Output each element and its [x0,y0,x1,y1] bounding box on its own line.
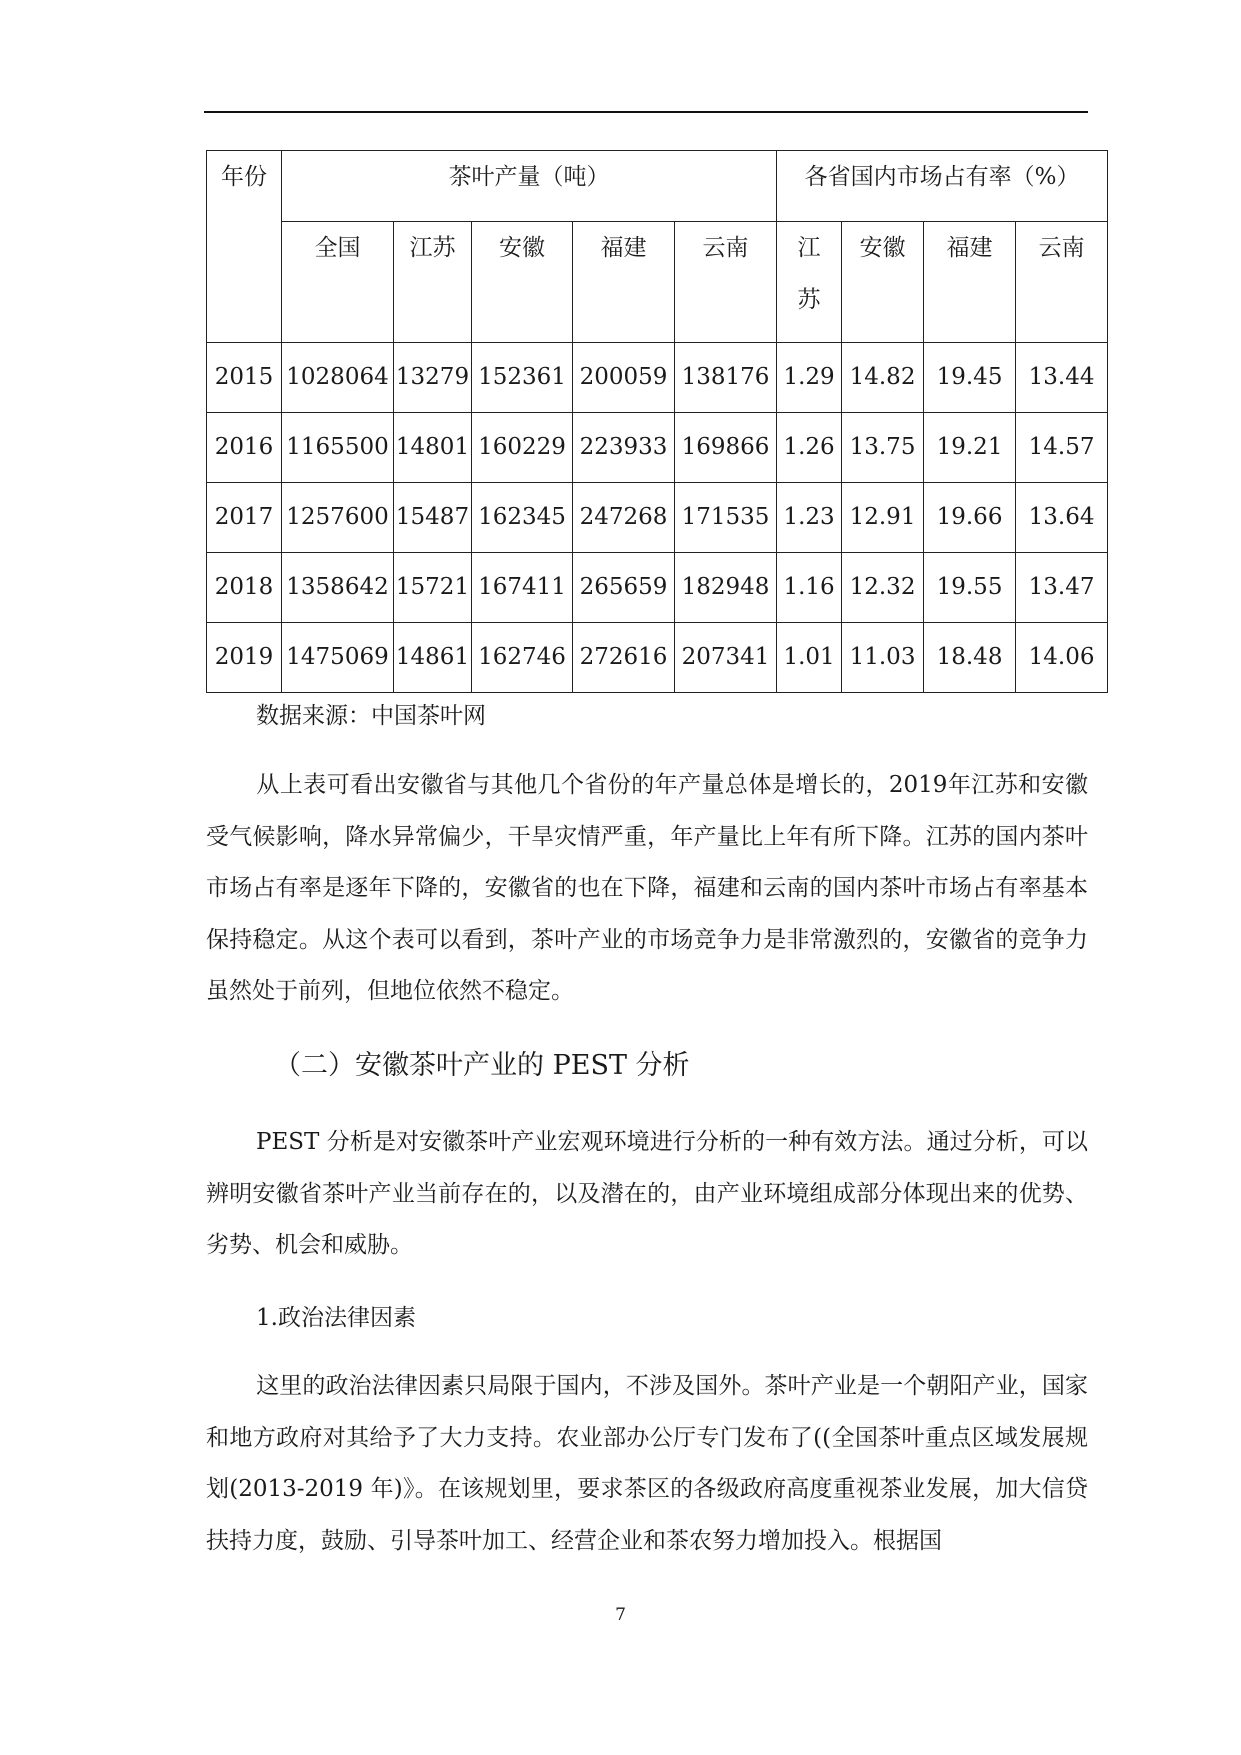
table-cell: 138176 [675,343,777,413]
table-body [207,343,1108,693]
col-header: 安徽 [842,222,924,343]
table-cell: 15487 [394,483,472,553]
table-cell: 167411 [472,553,573,623]
col-header: 全国 [282,222,394,343]
col-header: 安徽 [472,222,573,343]
table-cell: 272616 [573,623,675,693]
table-cell: 1.16 [777,553,842,623]
table-cell: 160229 [472,413,573,483]
table-cell: 1257600 [282,483,394,553]
table-cell: 14801 [394,413,472,483]
paragraph-text: 从上表可看出安徽省与其他几个省份的年产量总体是增长的，2019年江苏和安徽受气候影响，降水异常偏少，干旱灾情严重，年产量比上年有所下降。江苏的国内茶叶市场占有率是逐年下降的，安徽省的也在下降，福建和云南的国内茶叶市场占有率基本保持稳定。从这个表可以看到，茶叶产业的市场竞争力是非常激烈的，安徽省的竞争力虽然处于前列，但地位依然不稳定。 [206,772,1088,1004]
tea-production-table [206,150,1108,693]
table-cell: 1358642 [282,553,394,623]
table-cell: 1.23 [777,483,842,553]
table-cell: 12.32 [842,553,924,623]
table-cell: 13.44 [1016,343,1108,413]
table-cell: 12.91 [842,483,924,553]
table-header-row-group [207,151,1108,222]
page-number: 7 [615,1605,626,1625]
table-cell: 13.64 [1016,483,1108,553]
col-header: 福建 [573,222,675,343]
table-cell: 2017 [207,483,282,553]
table-cell: 14.82 [842,343,924,413]
paragraph-pest [206,1117,1088,1272]
table-source-note: 数据来源：中国茶叶网 [256,703,486,729]
paragraph-text: 这里的政治法律因素只局限于国内，不涉及国外。茶叶产业是一个朝阳产业，国家和地方政府对其给予了大力支持。农业部办公厅专门发布了((全国茶叶重点区域发展规划(2013-2019 年)》。在该规划里，要求茶区的各级政府高度重视茶业发展，加大信贷扶持力度，鼓励、引导茶叶加工、经营企业和茶农努力增加投入。根据国 [206,1373,1088,1554]
paragraph-political [206,1361,1088,1567]
table-cell: 13.47 [1016,553,1108,623]
table-cell: 19.45 [924,343,1016,413]
table-cell: 2019 [207,623,282,693]
col-header: 江苏 [394,222,472,343]
table-cell: 2016 [207,413,282,483]
table-cell: 182948 [675,553,777,623]
table-cell: 1.01 [777,623,842,693]
table-row [207,553,1108,623]
table-cell: 19.66 [924,483,1016,553]
paragraph-analysis [206,760,1088,1018]
table-cell: 15721 [394,553,472,623]
table-cell: 19.55 [924,553,1016,623]
table-cell: 14.57 [1016,413,1108,483]
table-cell: 247268 [573,483,675,553]
table-row [207,623,1108,693]
col-header: 云南 [1016,222,1108,343]
table-cell: 13.75 [842,413,924,483]
table-cell: 14861 [394,623,472,693]
table-cell: 2018 [207,553,282,623]
table-cell: 200059 [573,343,675,413]
table-cell: 152361 [472,343,573,413]
subsection-title: 1.政治法律因素 [256,1305,416,1331]
table-cell: 207341 [675,623,777,693]
table-cell: 162345 [472,483,573,553]
table-cell: 1.26 [777,413,842,483]
col-header: 福建 [924,222,1016,343]
table-cell: 1.29 [777,343,842,413]
table-cell: 169866 [675,413,777,483]
table-cell: 265659 [573,553,675,623]
table-cell: 19.21 [924,413,1016,483]
table-header-row-sub [207,222,1108,343]
col-header: 江苏 [777,222,842,343]
table-cell: 2015 [207,343,282,413]
table-cell: 223933 [573,413,675,483]
section-title: （二）安徽茶叶产业的 PEST 分析 [274,1050,690,1081]
production-group-header: 茶叶产量（吨） [282,151,777,222]
table-cell: 18.48 [924,623,1016,693]
table-row [207,343,1108,413]
table-cell: 14.06 [1016,623,1108,693]
table-cell: 11.03 [842,623,924,693]
col-header: 云南 [675,222,777,343]
table-row [207,413,1108,483]
table-cell: 1028064 [282,343,394,413]
table-cell: 13279 [394,343,472,413]
table-cell: 1475069 [282,623,394,693]
paragraph-text: PEST 分析是对安徽茶叶产业宏观环境进行分析的一种有效方法。通过分析，可以辨明安徽省茶叶产业当前存在的，以及潜在的，由产业环境组成部分体现出来的优势、劣势、机会和威胁。 [206,1129,1088,1258]
table-row [207,483,1108,553]
table-cell: 162746 [472,623,573,693]
table-cell: 1165500 [282,413,394,483]
share-group-header: 各省国内市场占有率（%） [777,151,1108,222]
table-cell: 171535 [675,483,777,553]
year-header: 年份 [207,151,282,343]
header-rule [204,111,1088,113]
